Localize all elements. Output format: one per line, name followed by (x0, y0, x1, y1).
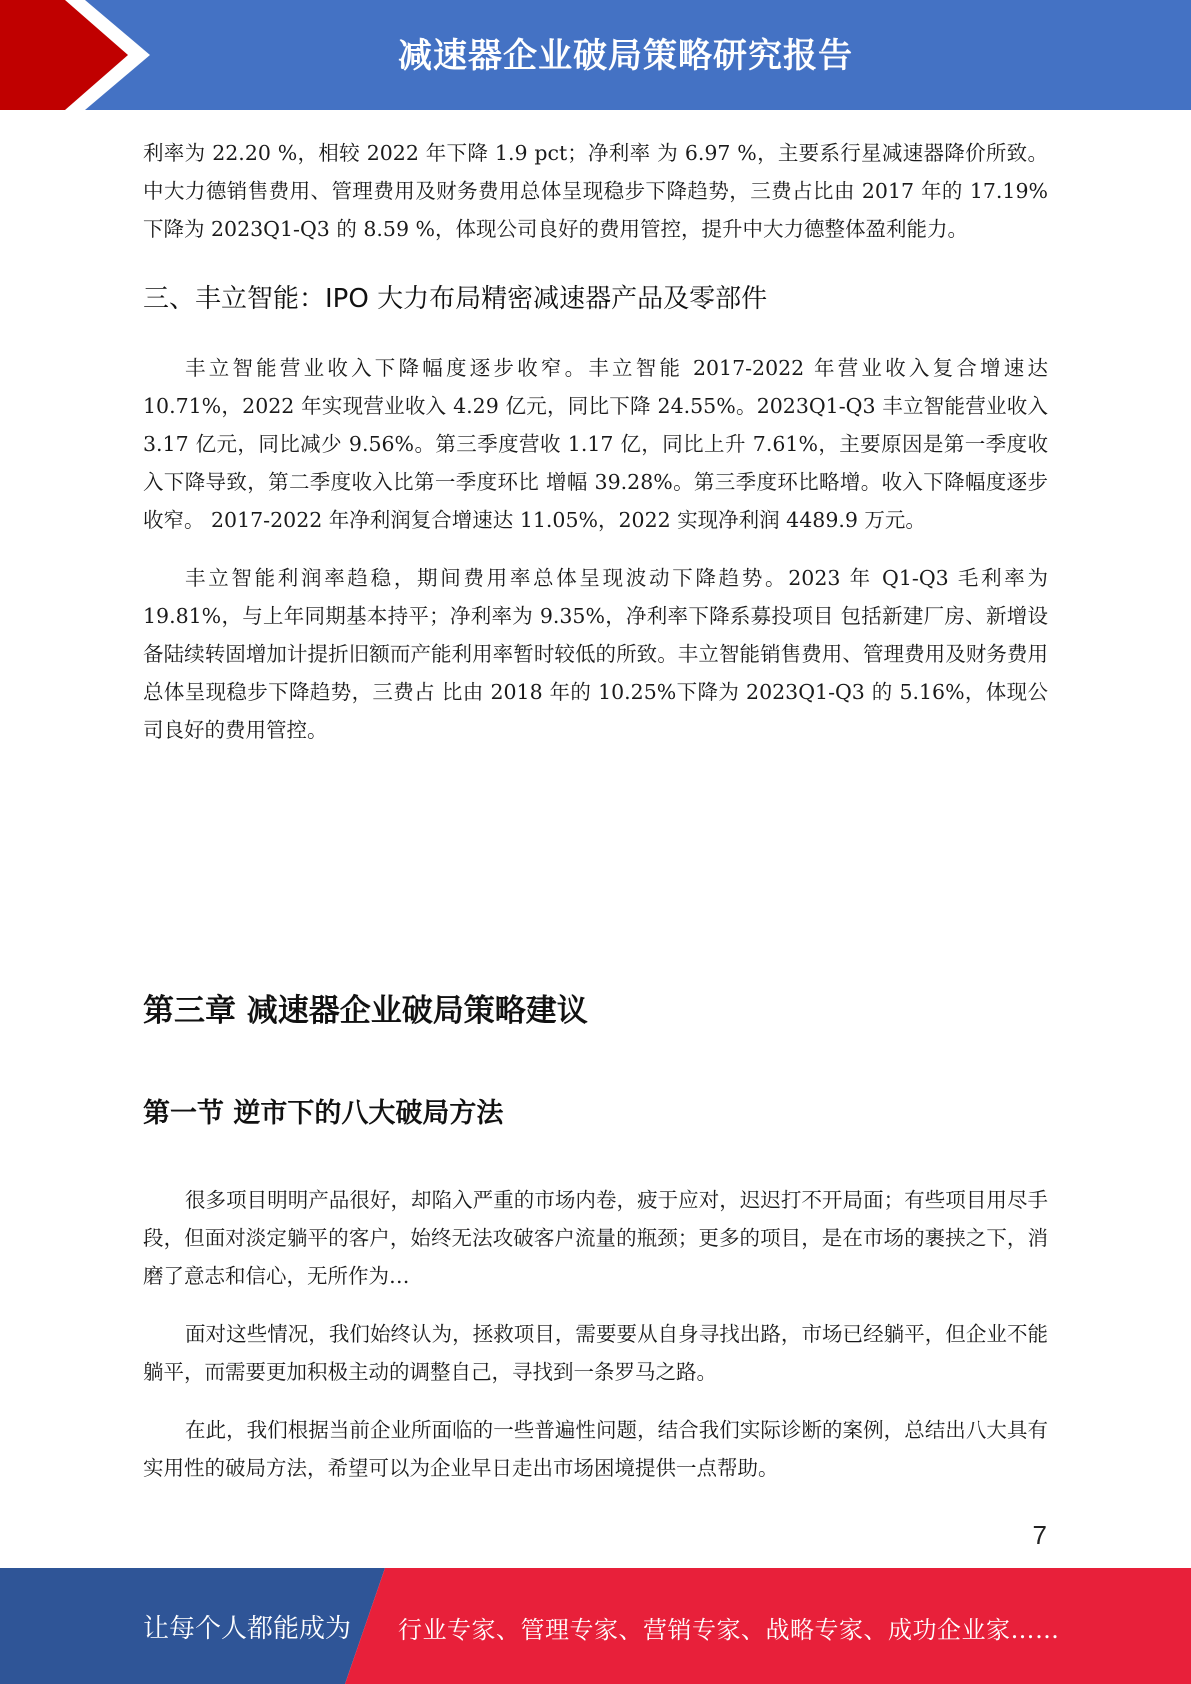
paragraph: 面对这些情况，我们始终认为，拯救项目，需要要从自身寻找出路，市场已经躺平，但企业不能躺平，而需要更加积极主动的调整自己，寻找到一条罗马之路。 (143, 1322, 1048, 1384)
paragraph: 利率为 22.20 %，相较 2022 年下降 1.9 pct；净利率 为 6.97 %，主要系行星减速器降价所致。中大力德销售费用、管理费用及财务费用总体呈现稳步下降趋势，三费占比由 2017 年的 17.19%下降为 2023Q1-Q3 的 8.59 %，体现公司良好的费用管控，提升中大力德整体盈利能力。 (143, 141, 1048, 241)
paragraph: 丰立智能营业收入下降幅度逐步收窄。丰立智能 2017-2022 年营业收入复合增速达 10.71%，2022 年实现营业收入 4.29 亿元，同比下降 24.55%。2023Q1-Q3 丰立智能营业收入 3.17 亿元，同比减少 9.56%。第三季度营收 1.17 亿，同比上升 7.61%，主要原因是第一季度收入下降导致，第二季度收入比第一季度环比 增幅 39.28%。第三季度环比略增。收入下降幅度逐步收窄。 2017-2022 年净利润复合增速达 11.05%，2022 实现净利润 4489.9 万元。 (143, 356, 1048, 532)
footer-band (0, 1568, 1191, 1684)
subsection-heading: 第一节 逆市下的八大破局方法 (143, 1098, 504, 1129)
paragraph: 丰立智能利润率趋稳，期间费用率总体呈现波动下降趋势。2023 年 Q1-Q3 毛利率为 19.81%，与上年同期基本持平；净利率为 9.35%，净利率下降系募投项目 包括新建厂房、新增设备陆续转固增加计提折旧额而产能利用率暂时较低的所致。丰立智能销售费用、管理费用及财务费用总体呈现稳步下降趋势，三费占 比由 2018 年的 10.25%下降为 2023Q1-Q3 的 5.16%，体现公司良好的费用管控。 (143, 566, 1048, 742)
paragraph: 在此，我们根据当前企业所面临的一些普遍性问题，结合我们实际诊断的案例，总结出八大具有实用性的破局方法，希望可以为企业早日走出市场困境提供一点帮助。 (143, 1418, 1048, 1480)
chapter3-body (143, 1181, 1048, 1487)
footer-slogan-left: 让每个人都能成为 (143, 1614, 352, 1644)
section-heading: 三、丰立智能：IPO 大力布局精密减速器产品及零部件 (143, 284, 768, 314)
chapter-heading: 第三章 减速器企业破局策略建议 (143, 993, 588, 1029)
footer-slogan-right: 行业专家、管理专家、营销专家、战略专家、成功企业家…… (398, 1616, 1060, 1644)
page-number: 7 (1032, 1520, 1047, 1550)
report-title: 减速器企业破局策略研究报告 (398, 36, 853, 76)
header-band (0, 0, 1191, 110)
top-continuation (143, 134, 1048, 248)
section3-body (143, 349, 1048, 749)
paragraph: 很多项目明明产品很好，却陷入严重的市场内卷，疲于应对，迟迟打不开局面；有些项目用尽手段，但面对淡定躺平的客户，始终无法攻破客户流量的瓶颈；更多的项目，是在市场的裹挟之下，消磨了意志和信心，无所作为… (143, 1188, 1048, 1288)
